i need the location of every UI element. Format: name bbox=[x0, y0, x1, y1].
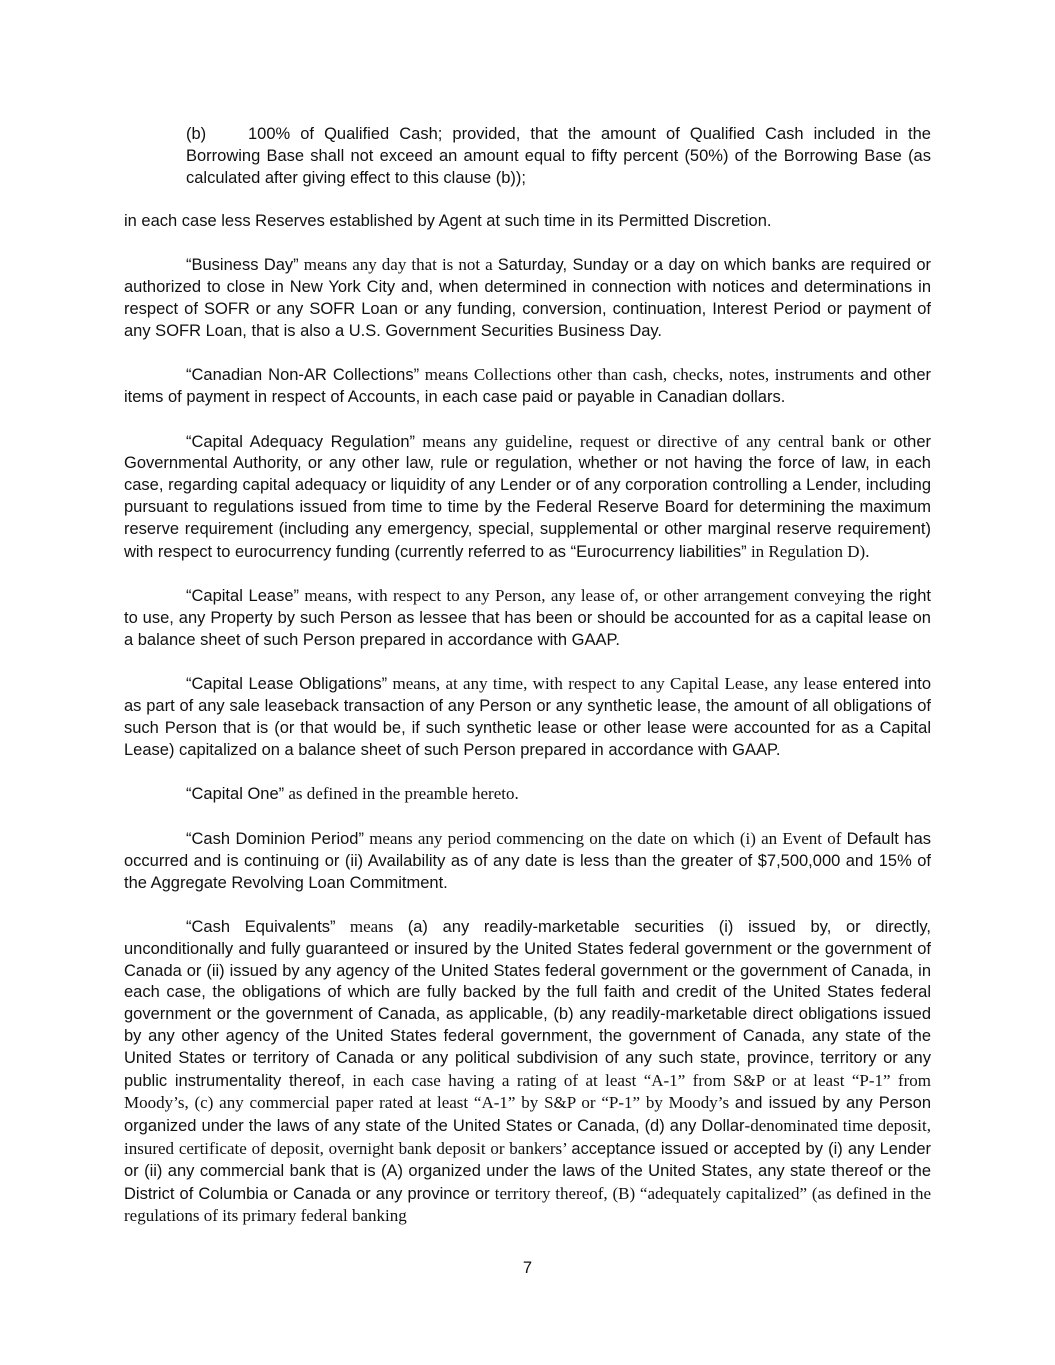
clause-b-text: 100% of Qualified Cash; provided, that the amount of Qualified Cash included in the Borrowing Base shall not exceed an amount equal to fifty percent (50%) of the Borrowing Base (as calculated after giving effect to this clause (b)); bbox=[186, 125, 931, 187]
serif-mid-cash-equivalents: in each case having a rating of at least “A-1” from S&P or at least “P-1” from Moody’s, (c) any commercial paper rated at least “A-1” by S&P or “P-1” by Moody’s bbox=[124, 1070, 931, 1113]
definition-capital-lease bbox=[124, 585, 931, 651]
clause-b-label: (b) bbox=[186, 125, 207, 143]
body-canadian-non-ar-collections: and other items of payment in respect of Accounts, in each case paid or payable in Canadian dollars. bbox=[124, 366, 931, 406]
lead-capital-lease: means, with respect to any Person, any lease of, or other arrangement conveying bbox=[299, 586, 871, 606]
term-canadian-non-ar-collections: “Canadian Non-AR Collections” bbox=[186, 366, 420, 385]
reserves-continuation: in each case less Reserves established by Agent at such time in its Permitted Discretion. bbox=[124, 212, 772, 231]
lead-cash-dominion-period: means any period commencing on the date on which (i) an Event of bbox=[363, 828, 847, 848]
serif-mid2-cash-equivalents: -denominated time deposit, insured certificate of deposit, overnight bank deposit or bankers’ bbox=[124, 1116, 931, 1159]
body-cash-dominion-period: Default has occurred and is continuing or (ii) Availability as of any date is less than the greater of $7,500,000 and 15% of the Aggregate Revolving Loan Commitment. bbox=[124, 829, 931, 892]
page-number: 7 bbox=[522, 1259, 533, 1277]
term-cash-dominion-period: “Cash Dominion Period” bbox=[186, 829, 364, 848]
definition-capital-one bbox=[124, 783, 931, 806]
term-cash-equivalents: “Cash Equivalents” bbox=[186, 918, 336, 937]
body-capital-lease: the right to use, any Property by such Person as lessee that has been or should be accounted for as a capital lease on a balance sheet of such Person prepared in accordance with GAAP. bbox=[124, 587, 932, 649]
body-business-day: Saturday, Sunday or a day on which banks are required or authorized to close in New York City and, when determined in connection with notices and determinations in respect of SOFR or any SOFR Loan or any funding, conversion, continuation, Interest Period or payment of any SOFR Loan, that is also a U.S. Government Securities Business Day. bbox=[124, 256, 931, 340]
lead-capital-adequacy-regulation: means any guideline, request or directive of any central bank or bbox=[415, 431, 894, 451]
lead-canadian-non-ar-collections: means Collections other than cash, checks, notes, instruments bbox=[419, 365, 860, 385]
definition-canadian-non-ar-collections bbox=[124, 364, 931, 409]
body-cash-equivalents: (a) any readily-marketable securities (i) issued by, or directly, unconditionally and fully guaranteed or insured by the United States federal government or the government of Canada or (ii) issued by any agency of the United States federal government or the government of Canada, in each case, the obligations of which are fully backed by the full faith and credit of the United States federal government or the government of Canada, as applicable, (b) any readily-marketable direct obligations issued by any other agency of the United States federal government, the government of Canada, any state of the United States or territory of Canada or any political subdivision of any such state, province, territory or any public instrumentality thereof, bbox=[124, 918, 931, 1090]
lead-business-day: means any day that is not a bbox=[298, 255, 498, 275]
body-capital-adequacy-regulation: other Governmental Authority, or any other law, rule or regulation, whether or not having the force of law, in each case, regarding capital adequacy or liquidity of any Lender or of any corporation controlling a Lender, including pursuant to regulations issued from time to time by the Federal Reserve Board for determining the maximum reserve requirement (including any emergency, special, supplemental or other marginal reserve requirement) with respect to eurocurrency funding (currently referred to as bbox=[124, 432, 931, 561]
clause-b bbox=[124, 124, 931, 189]
body2-cash-equivalents: and issued by any Person organized under the laws of any state of the United States or Canada, (d) any Dollar bbox=[124, 1094, 931, 1136]
term-capital-lease-obligations: “Capital Lease Obligations” bbox=[186, 675, 388, 694]
body3-cash-equivalents: acceptance issued or accepted by (i) any Lender or (ii) any commercial bank that is (A) organized under the laws of the United States, any state thereof or the District of Columbia or Canada or any province or bbox=[124, 1140, 931, 1203]
definition-capital-adequacy-regulation bbox=[124, 431, 931, 564]
lead-cash-equivalents: means bbox=[335, 917, 408, 937]
term-business-day: “Business Day” bbox=[186, 256, 299, 275]
definition-business-day bbox=[124, 254, 931, 342]
quoted-eurocurrency-liabilities: “Eurocurrency liabilities” bbox=[570, 542, 747, 561]
definition-cash-dominion-period bbox=[124, 828, 931, 894]
definition-capital-lease-obligations bbox=[124, 673, 931, 761]
term-capital-adequacy-regulation: “Capital Adequacy Regulation” bbox=[186, 432, 416, 451]
serif-tail-cash-equivalents: territory thereof, (B) “adequately capitalized” (as defined in the regulations of its primary federal banking bbox=[124, 1183, 931, 1226]
tail-capital-adequacy-regulation: in Regulation D). bbox=[746, 541, 870, 561]
term-capital-lease: “Capital Lease” bbox=[186, 587, 300, 606]
document-page bbox=[124, 124, 931, 1250]
lead-capital-one: as defined in the preamble hereto. bbox=[284, 784, 519, 804]
term-capital-one: “Capital One” bbox=[186, 785, 285, 804]
definition-cash-equivalents bbox=[124, 916, 931, 1228]
lead-capital-lease-obligations: means, at any time, with respect to any Capital Lease, any lease bbox=[387, 674, 843, 694]
body-capital-lease-obligations: entered into as part of any sale leaseback transaction of any Person or any synthetic lease, the amount of all obligations of such Person that is (or that would be, if such synthetic lease or other lease were accounted for as a Capital Lease) capitalized on a balance sheet of such Person prepared in accordance with GAAP. bbox=[124, 675, 932, 759]
